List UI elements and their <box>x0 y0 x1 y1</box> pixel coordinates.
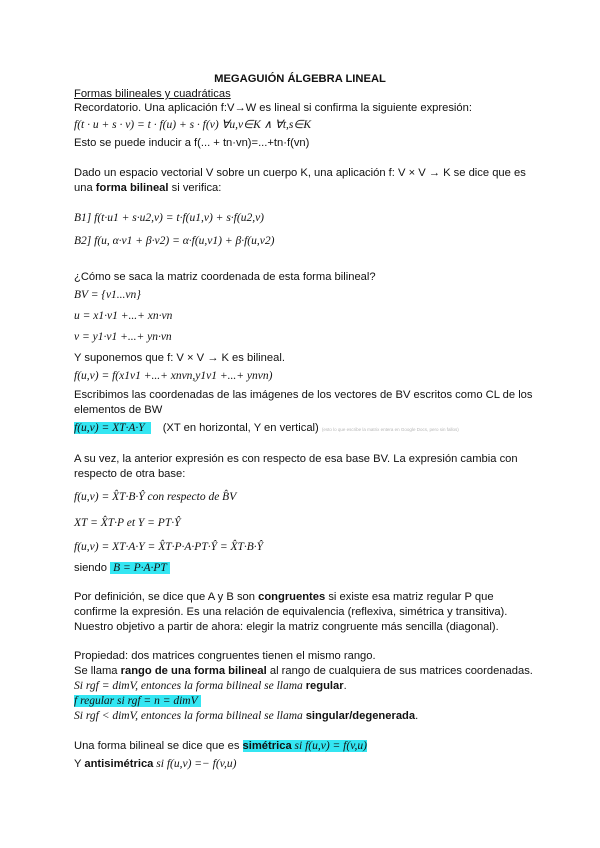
expansion-formula: f(u,v) = f(x1v1 +...+ xnvn,y1v1 +...+ ynvn) <box>74 370 273 382</box>
singular-line <box>74 709 418 723</box>
v-expression: v = y1·v1 +...+ yn·vn <box>74 331 172 343</box>
congruence-formula: B = P·A·PT <box>110 562 170 574</box>
congruentes-term: congruentes <box>258 591 326 603</box>
siendo-label: siendo <box>74 562 111 574</box>
definition-line-1 <box>74 590 494 604</box>
rango-term: rango de una forma bilineal <box>120 665 267 677</box>
a-su-vez-line-1: A su vez, la anterior expresión es con respecto de esa base BV. La expresión cambia con <box>74 453 518 465</box>
tiny-note: (esto lo que escribe la matrix entera en Google Docs, pero sin fallos) <box>321 427 459 432</box>
section-heading: Formas bilineales y cuadráticas <box>74 88 231 100</box>
b1-formula: B1] f(t·u1 + s·u2,v) = t·f(u1,v) + s·f(u2,v) <box>74 212 264 224</box>
escribimos-line-1: Escribimos las coordenadas de las imágenes de los vectores de BV escritos como CL de los <box>74 389 533 401</box>
regular-term: regular <box>305 680 344 692</box>
matrix-line <box>74 421 459 437</box>
antisimetrica-line <box>74 757 236 771</box>
suponemos-text: Y suponemos que f: V × V → K es bilineal. <box>74 352 285 364</box>
matrix-note: (XT en horizontal, Y en vertical) <box>162 422 319 434</box>
rango-pre: Se llama <box>74 665 121 677</box>
singular-term: singular/degenerada <box>305 710 416 722</box>
u-expression: u = x1·v1 +...+ xn·vn <box>74 310 173 322</box>
basis-formula: BV = {v1...vn} <box>74 289 141 301</box>
f-regular-line <box>74 694 201 708</box>
definition-line-2: confirme la expresión. Es una relación de equivalencia (reflexiva, simétrica y transitiva). <box>74 606 508 618</box>
document-title: MEGAGUIÓN ÁLGEBRA LINEAL <box>214 73 386 85</box>
antisimetrica-term: antisimétrica <box>84 758 154 770</box>
siendo-line <box>74 561 170 575</box>
recordatorio-text: Recordatorio. Una aplicación f:V→W es lineal si confirma la siguiente expresión: <box>74 102 472 114</box>
change-formula-1: f(u,v) = X̂T·B·Ŷ con respecto de B̂V <box>74 491 237 503</box>
singular-pre: Si rgf < dimV, entonces la forma bilineal se llama <box>74 710 306 722</box>
simetrica-line <box>74 739 367 753</box>
dado-line-2 <box>74 181 221 195</box>
rango-post: al rango de cualquiera de sus matrices coordenadas. <box>266 665 533 677</box>
dado-post: si verifica: <box>168 182 222 194</box>
change-formula-3: f(u,v) = XT·A·Y = X̂T·P·A·PT·Ŷ = X̂T·B·Ŷ <box>74 541 264 553</box>
antisimetrica-formula: si f(u,v) =− f(v,u) <box>153 758 237 770</box>
singular-post: . <box>415 710 419 722</box>
def-pre: Por definición, se dice que A y B son <box>74 591 259 603</box>
simetrica-term: simétrica <box>242 740 292 752</box>
change-formula-2: XT = X̂T·P et Y = PT·Ŷ <box>74 517 181 529</box>
simetrica-formula: si f(u,v) = f(v,u) <box>291 740 367 752</box>
rango-line <box>74 664 533 678</box>
a-su-vez-line-2: respecto de otra base: <box>74 468 186 480</box>
simetrica-highlight <box>243 740 367 752</box>
question-text: ¿Cómo se saca la matriz coordenada de esta forma bilineal? <box>74 271 376 283</box>
def-post: si existe esa matriz regular P que <box>325 591 494 603</box>
forma-bilineal-term: forma bilineal <box>95 182 169 194</box>
dado-line-1: Dado un espacio vectorial V sobre un cuerpo K, una aplicación f: V × V → K se dice que es <box>74 167 526 179</box>
regular-post: . <box>343 680 347 692</box>
f-regular-formula: f regular si rgf = n = dimV <box>74 695 201 707</box>
escribimos-line-2: elementos de BW <box>74 404 163 416</box>
regular-line <box>74 679 347 693</box>
matrix-formula: f(u,v) = XT·A·Y <box>74 422 151 434</box>
b2-formula: B2] f(u, α·v1 + β·v2) = α·f(u,v1) + β·f(u,v2) <box>74 235 275 247</box>
property-text: Propiedad: dos matrices congruentes tienen el mismo rango. <box>74 650 376 662</box>
linear-formula: f(t · u + s · v) = t · f(u) + s · f(v) ∀u,v∈K ∧ ∀t,s∈K <box>74 119 312 131</box>
antisimetrica-pre: Y <box>74 758 85 770</box>
definition-line-3: Nuestro objetivo a partir de ahora: elegir la matriz congruente más sencilla (diagonal). <box>74 621 499 633</box>
regular-pre: Si rgf = dimV, entonces la forma bilineal se llama <box>74 680 306 692</box>
induccion-text: Esto se puede inducir a f(... + tn·vn)=...+tn·f(vn) <box>74 137 310 149</box>
simetrica-pre: Una forma bilineal se dice que es <box>74 740 243 752</box>
dado-pre: una <box>74 182 96 194</box>
